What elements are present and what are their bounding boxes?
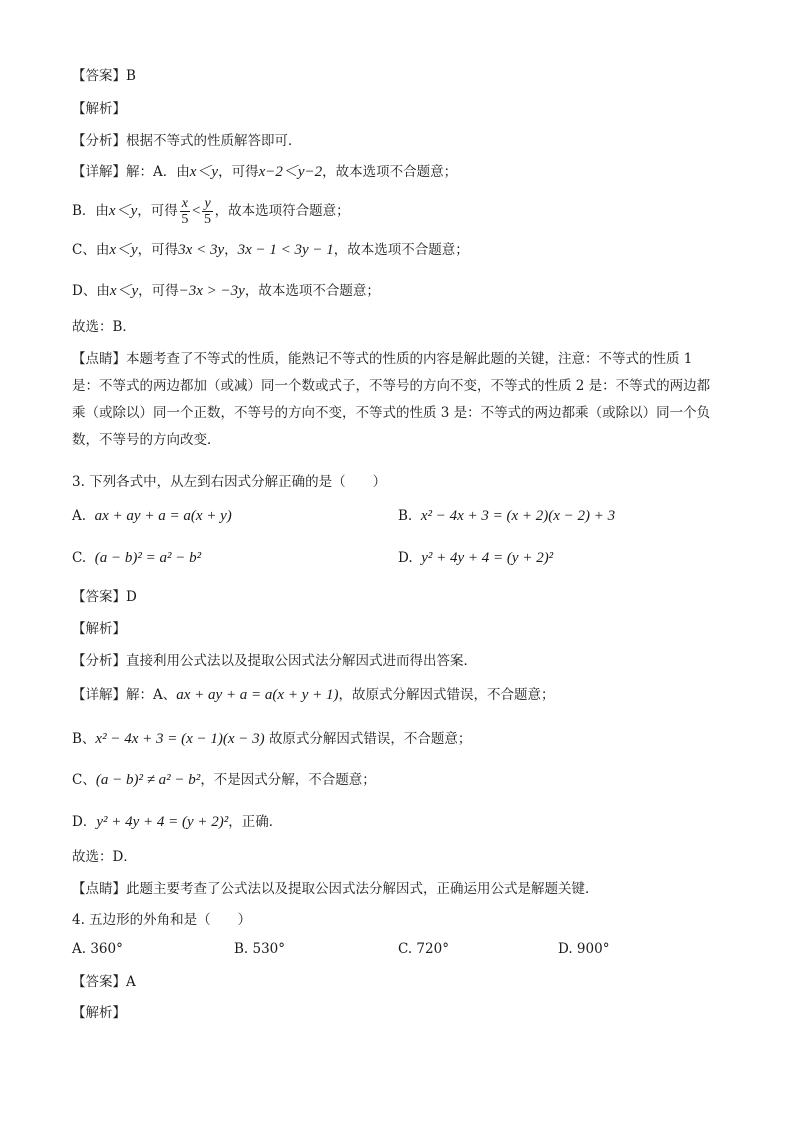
- q3-xiangjie-d: [72, 812, 722, 832]
- q3-opt-c-expr: (a − b)² = a² − b²: [94, 550, 202, 566]
- q2-b-mid: ，可得: [137, 203, 178, 219]
- q2-xiangjie-a: [72, 162, 722, 182]
- q3-xj-d-expr: y² + 4y + 4 = (y + 2)²: [96, 814, 229, 830]
- q2-xiangjie-suffix: ，故本选项不合题意；: [322, 164, 458, 180]
- q2-c-expr1: 3x < 3y: [178, 242, 225, 258]
- q3-xj-a-expr: ax + ay + a = a(x + y + 1): [176, 687, 339, 703]
- q3-opt-d-label: D.: [398, 550, 413, 566]
- q2-d-expr: −3x > −3y: [178, 283, 245, 299]
- q2-c-suffix: ，故本选项不合题意；: [333, 242, 469, 258]
- q2-c-prefix: C、由: [72, 242, 110, 258]
- q3-option-d: [398, 550, 553, 567]
- q3-opt-d-expr: y² + 4y + 4 = (y + 2)²: [421, 550, 554, 566]
- q3-opt-b-expr: x² − 4x + 3 = (x + 2)(x − 2) + 3: [420, 508, 616, 524]
- q2-b-num1: x: [181, 196, 188, 211]
- q2-c-expr2: 3x − 1 < 3y − 1: [237, 242, 334, 258]
- q4-option-b: B. 530°: [234, 941, 286, 957]
- q2-fenxi: 【分析】根据不等式的性质解答即可．: [72, 133, 302, 149]
- q3-xj-b-prefix: B、: [72, 731, 96, 747]
- q3-xiangjie-c: [72, 770, 722, 790]
- q3-xj-c-suffix: ，不是因式分解，不合题意；: [200, 772, 376, 788]
- q3-guxuan: 故选：D．: [72, 849, 137, 865]
- q2-d-cond: x＜y: [109, 283, 139, 299]
- q3-fenxi: 【分析】直接利用公式法以及提取公因式法分解因式进而得出答案．: [72, 653, 477, 669]
- q3-stem: 3. 下列各式中，从左到右因式分解正确的是（ ）: [72, 474, 387, 490]
- q3-opt-a-label: A.: [72, 508, 87, 524]
- q2-xiangjie-mid: ，可得: [218, 164, 259, 180]
- q2-b-den2: 5: [204, 212, 212, 227]
- q2-b-cond: x＜y: [108, 203, 138, 219]
- q3-xj-c-prefix: C、: [72, 772, 96, 788]
- q3-option-b: [398, 508, 615, 525]
- q2-xiangjie-prefix: 【详解】解：A．由: [72, 164, 190, 180]
- q2-b-fraction-x: [180, 196, 190, 227]
- q3-answer: 【答案】D: [72, 589, 137, 605]
- q3-xj-a-prefix: 【详解】解：A、: [72, 687, 177, 703]
- q3-xj-d-suffix: ，正确．: [228, 814, 283, 830]
- q4-stem: 4. 五边形的外角和是（ ）: [72, 912, 252, 928]
- q2-b-op: <: [191, 203, 201, 219]
- q4-jiexi: 【解析】: [72, 1005, 126, 1021]
- q2-xiangjie-cond: x＜y: [189, 164, 219, 180]
- q2-b-den1: 5: [181, 212, 189, 227]
- q2-option-c: [72, 240, 722, 260]
- q2-b-fraction-y: [202, 196, 212, 227]
- q3-xj-d-prefix: D．: [72, 814, 97, 830]
- q4-answer: 【答案】A: [72, 974, 136, 990]
- q2-c-sep: ，: [224, 242, 238, 258]
- q3-opt-b-label: B.: [398, 508, 413, 524]
- q3-xj-c-expr: (a − b)² ≠ a² − b²: [95, 772, 201, 788]
- q3-xiangjie-b: [72, 729, 722, 749]
- q3-xiangjie-a: [72, 685, 722, 705]
- q2-d-suffix: ，故本选项不合题意；: [244, 283, 380, 299]
- q4-option-d: D. 900°: [558, 941, 610, 957]
- q2-dianjing: 【点睛】本题考查了不等式的性质，能熟记不等式的性质的内容是解此题的关键，注意：不等式的性质 1 是：不等式的两边都加（或减）同一个数或式子，不等号的方向不变，不等式的性质 2 是：不等式的两边都乘（或除以）同一个正数，不等号的方向不变，不等式的性质 3 是：不等式的两边都乘（或除以）同一个负数，不等号的方向改变．: [72, 351, 711, 448]
- q3-opt-c-label: C.: [72, 550, 87, 566]
- q2-jiexi: 【解析】: [72, 101, 126, 117]
- q2-guxuan: 故选：B．: [72, 319, 136, 335]
- q3-xj-a-suffix: ，故原式分解因式错误，不合题意；: [338, 687, 555, 703]
- q3-xj-b-expr: x² − 4x + 3 = (x − 1)(x − 3): [95, 731, 265, 747]
- q3-opt-a-expr: ax + ay + a = a(x + y): [94, 508, 232, 524]
- q3-dianjing: 【点睛】此题主要考查了公式法以及提取公因式法分解因式，正确运用公式是解题关键．: [72, 881, 599, 897]
- q3-xj-b-suffix: 故原式分解因式错误，不合题意；: [268, 731, 472, 747]
- q2-c-cond: x＜y: [109, 242, 138, 258]
- q2-b-num2: y: [204, 196, 211, 211]
- q4-option-a: A. 360°: [72, 941, 123, 957]
- q4-option-c: C. 720°: [398, 941, 449, 957]
- q2-answer: 【答案】B: [72, 68, 136, 84]
- q3-jiexi: 【解析】: [72, 621, 126, 637]
- q2-c-mid: ，可得: [137, 242, 179, 258]
- q2-option-b: [72, 196, 722, 227]
- q3-option-c: [72, 550, 201, 567]
- q2-b-suffix: ，故本选项符合题意；: [214, 203, 350, 219]
- q2-d-prefix: D、由: [72, 283, 110, 299]
- q2-option-d: [72, 281, 722, 301]
- q2-xiangjie-expr: x−2＜y−2: [258, 164, 323, 180]
- q2-d-mid: ，可得: [138, 283, 179, 299]
- q2-b-prefix: B．由: [72, 203, 109, 219]
- q3-option-a: [72, 508, 232, 525]
